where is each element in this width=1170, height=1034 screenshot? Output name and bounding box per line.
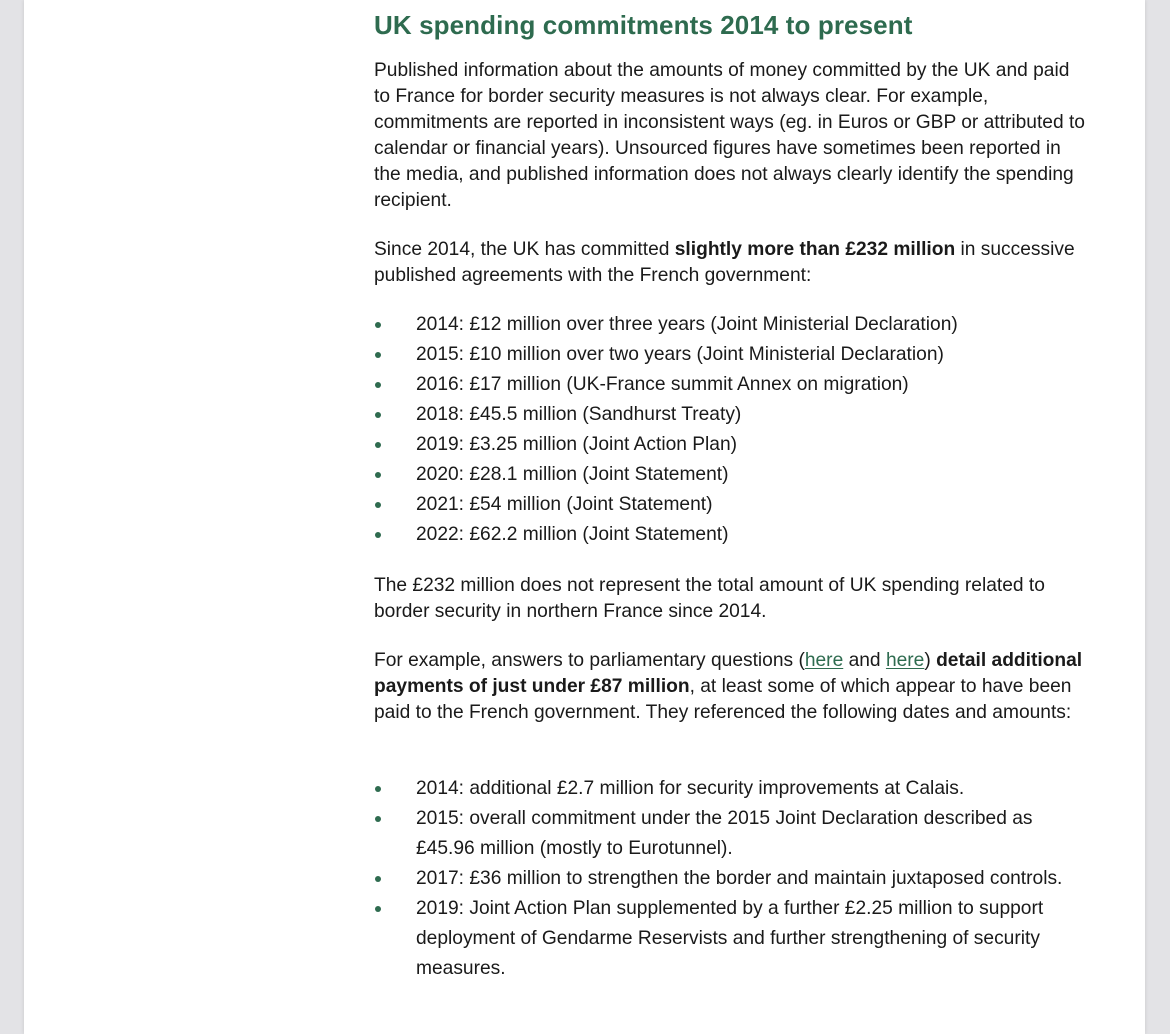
bullet-icon — [375, 352, 381, 358]
list-item-text: 2014: additional £2.7 million for security improvements at Calais. — [416, 778, 965, 799]
bullet-icon — [375, 876, 381, 882]
parliamentary-questions-paragraph — [374, 648, 1086, 726]
list-item-text: 2019: Joint Action Plan supplemented by a further £2.25 million to support deployment of Gendarme Reservists and further strengthening of security measures. — [416, 898, 1044, 979]
list-item-text: 2018: £45.5 million (Sandhurst Treaty) — [416, 404, 742, 425]
pq-text-start: For example, answers to parliamentary questions ( — [374, 650, 805, 671]
list-item — [374, 894, 1094, 984]
summary-total-amount: slightly more than £232 million — [674, 239, 956, 260]
intro-paragraph: Published information about the amounts of money committed by the UK and paid to France for border security measures is not always clear. For example, commitments are reported in inconsistent ways (eg. in Euros or GBP or attributed to calendar or financial years). Unsourced figures have sometimes been reported in the media, and published information does not always clearly identify the spending recipient. — [374, 60, 1085, 211]
bullet-icon — [375, 906, 381, 912]
list-item — [374, 490, 1094, 520]
bullet-icon — [375, 502, 381, 508]
list-item-text: 2015: overall commitment under the 2015 Joint Declaration described as £45.96 million (mostly to Eurotunnel). — [416, 808, 1033, 859]
list-item — [374, 804, 1094, 864]
list-item-text: 2017: £36 million to strengthen the border and maintain juxtaposed controls. — [416, 868, 1063, 889]
list-item-text: 2022: £62.2 million (Joint Statement) — [416, 524, 729, 545]
list-item — [374, 370, 1094, 400]
list-item — [374, 310, 1094, 340]
pq-text-end: , at least some of which appear to have been paid to the French government. They referenced the following dates and amounts: — [374, 676, 1072, 723]
list-item — [374, 864, 1094, 894]
additional-payments-amount: detail additional payments of just under £87 million — [374, 650, 1083, 697]
list-item-text: 2015: £10 million over two years (Joint Ministerial Declaration) — [416, 344, 944, 365]
list-item — [374, 460, 1094, 490]
pq-text-close: ) — [924, 650, 937, 671]
commitments-list — [374, 310, 1094, 550]
list-item-text: 2016: £17 million (UK-France summit Annex on migration) — [416, 374, 909, 395]
pq-link-1[interactable]: here — [804, 650, 844, 671]
list-item — [374, 400, 1094, 430]
bullet-icon — [375, 786, 381, 792]
pq-text-and: and — [843, 650, 886, 671]
commitments-summary-paragraph — [374, 237, 1086, 289]
section-heading: UK spending commitments 2014 to present — [374, 10, 913, 40]
bullet-icon — [375, 442, 381, 448]
list-item — [374, 430, 1094, 460]
document-page — [24, 0, 1145, 1034]
list-item — [374, 520, 1094, 550]
bullet-icon — [375, 322, 381, 328]
list-item-text: 2020: £28.1 million (Joint Statement) — [416, 464, 729, 485]
bullet-icon — [375, 412, 381, 418]
summary-text-end: in successive published agreements with the French government: — [374, 239, 1075, 286]
bullet-icon — [375, 472, 381, 478]
list-item — [374, 340, 1094, 370]
pq-link-2[interactable]: here — [885, 650, 925, 671]
summary-text-start: Since 2014, the UK has committed — [374, 239, 675, 260]
total-clarification-paragraph: The £232 million does not represent the total amount of UK spending related to border security in northern France since 2014. — [374, 575, 1045, 622]
list-item — [374, 774, 1094, 804]
list-item-text: 2021: £54 million (Joint Statement) — [416, 494, 713, 515]
additional-payments-list — [374, 774, 1094, 984]
bullet-icon — [375, 532, 381, 538]
list-item-text: 2014: £12 million over three years (Joint Ministerial Declaration) — [416, 314, 958, 335]
bullet-icon — [375, 382, 381, 388]
list-item-text: 2019: £3.25 million (Joint Action Plan) — [416, 434, 738, 455]
bullet-icon — [375, 816, 381, 822]
